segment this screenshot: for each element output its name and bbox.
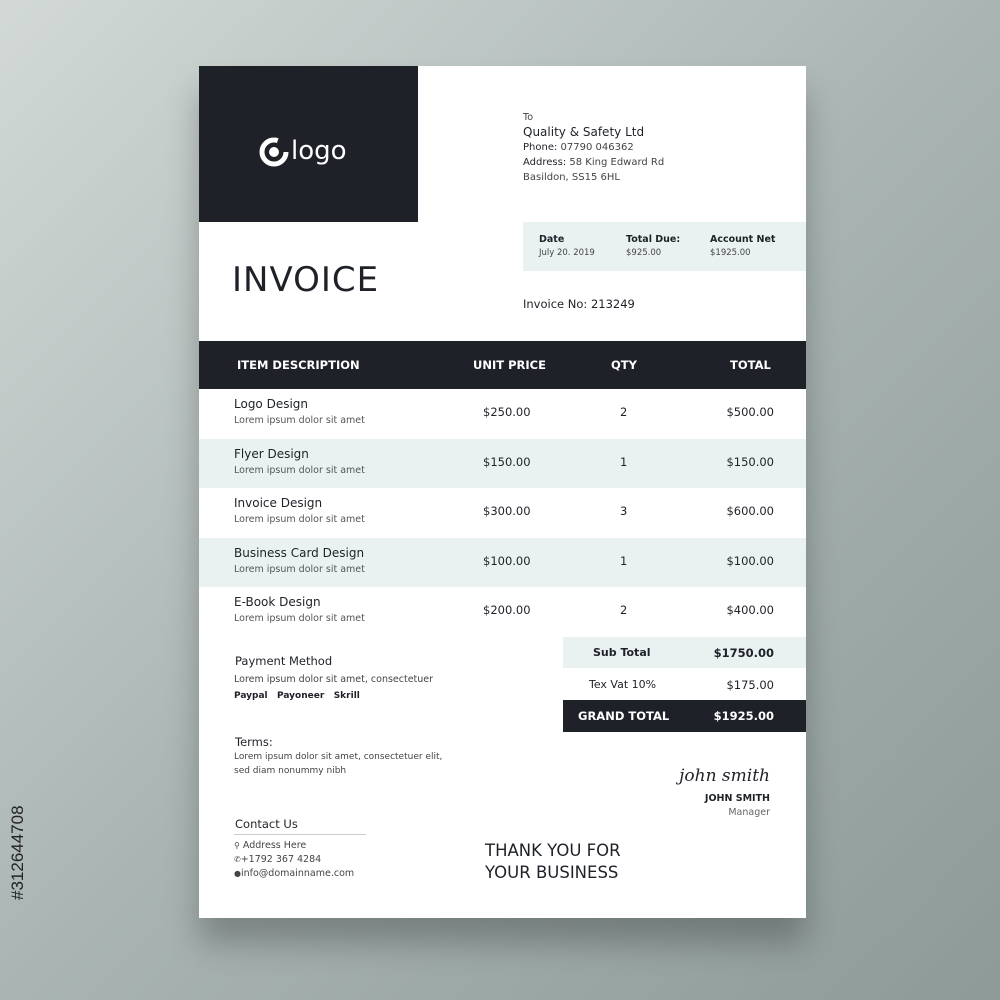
contact-title: Contact Us <box>235 817 298 831</box>
phone-icon: ✆ <box>234 855 241 864</box>
col-price: UNIT PRICE <box>473 358 546 372</box>
item-price: $250.00 <box>483 405 531 419</box>
item-price: $150.00 <box>483 454 531 469</box>
stock-id: #312644708 <box>8 805 27 900</box>
table-header <box>199 341 806 389</box>
subtotal-label: Sub Total <box>593 646 651 659</box>
item-qty: 1 <box>620 553 628 568</box>
vat-value: $175.00 <box>726 678 774 692</box>
invoice-no-label: Invoice No: <box>523 297 588 311</box>
item-price: $300.00 <box>483 504 531 518</box>
table-row <box>199 538 806 588</box>
item-qty: 1 <box>620 454 628 469</box>
item-qty: 3 <box>620 504 628 518</box>
payment-paypal: Paypal <box>234 691 268 701</box>
signer-name: JOHN SMITH <box>704 793 770 804</box>
net-label: Account Net <box>710 234 776 245</box>
thanks-line2: YOUR BUSINESS <box>485 863 619 882</box>
grand-total-label: GRAND TOTAL <box>578 709 670 723</box>
signature: john smith <box>679 766 770 786</box>
due-value: $925.00 <box>626 248 662 258</box>
payment-payoneer: Payoneer <box>277 691 325 701</box>
subtotal-row <box>563 637 806 668</box>
to-label: To <box>523 112 534 123</box>
item-desc: Lorem ipsum dolor sit amet <box>234 464 365 476</box>
table-row <box>199 439 806 489</box>
item-name: Flyer Design <box>234 446 309 461</box>
date-value: July 20. 2019 <box>539 248 595 258</box>
item-desc: Lorem ipsum dolor sit amet <box>234 415 365 426</box>
item-name: E-Book Design <box>234 595 321 609</box>
item-total: $100.00 <box>726 553 774 568</box>
recipient-company: Quality & Safety Ltd <box>523 125 645 139</box>
item-name: Invoice Design <box>234 496 323 510</box>
recipient-address2: Basildon, SS15 6HL <box>523 172 620 183</box>
invoice-page <box>199 66 806 918</box>
grand-total-value: $1925.00 <box>713 709 774 723</box>
item-price: $100.00 <box>483 553 531 568</box>
table-row <box>199 587 806 637</box>
terms-title: Terms: <box>235 735 273 749</box>
subtotal-value: $1750.00 <box>713 646 774 660</box>
date-label: Date <box>539 234 565 245</box>
item-total: $600.00 <box>726 504 774 518</box>
item-qty: 2 <box>620 405 628 419</box>
item-name: Logo Design <box>234 397 309 411</box>
col-qty: QTY <box>611 358 637 372</box>
payment-title: Payment Method <box>235 654 333 668</box>
col-total: TOTAL <box>730 358 771 372</box>
item-desc: Lorem ipsum dolor sit amet <box>234 563 365 575</box>
email-icon: ● <box>234 869 241 878</box>
recipient-address1: 58 King Edward Rd <box>569 157 665 168</box>
terms-line2: sed diam nonummy nibh <box>234 766 347 776</box>
vat-row <box>563 668 806 700</box>
logo-icon <box>258 136 290 168</box>
item-total: $500.00 <box>726 405 774 419</box>
payment-skrill: Skrill <box>333 691 360 701</box>
contact-phone: +1792 367 4284 <box>240 854 322 865</box>
invoice-title: INVOICE <box>232 260 380 300</box>
item-name: Business Card Design <box>234 545 365 560</box>
contact-address: Address Here <box>242 840 307 851</box>
invoice-no: 213249 <box>590 297 635 311</box>
grand-total-row <box>563 700 806 732</box>
recipient-phone: 07790 046362 <box>560 142 634 153</box>
payment-text: Lorem ipsum dolor sit amet, consectetuer <box>234 674 434 685</box>
contact-divider <box>234 834 366 835</box>
table-row <box>199 488 806 538</box>
table-row <box>199 389 806 439</box>
thank-you <box>485 840 621 884</box>
item-desc: Lorem ipsum dolor sit amet <box>234 613 365 624</box>
location-icon: ⚲ <box>234 841 240 850</box>
logo-block <box>199 66 418 222</box>
meta-box <box>523 222 806 271</box>
phone-label: Phone: <box>523 142 558 153</box>
terms-line1: Lorem ipsum dolor sit amet, consectetuer elit, <box>234 752 443 762</box>
logo-text: logo <box>291 136 347 166</box>
signer-role: Manager <box>728 807 770 818</box>
vat-label: Tex Vat 10% <box>589 678 657 691</box>
item-price: $200.00 <box>483 603 531 617</box>
item-desc: Lorem ipsum dolor sit amet <box>234 514 365 525</box>
item-total: $150.00 <box>726 454 774 469</box>
net-value: $1925.00 <box>710 248 751 258</box>
contact-email: info@domainname.com <box>240 868 355 879</box>
thanks-line1: THANK YOU FOR <box>485 841 621 860</box>
col-item: ITEM DESCRIPTION <box>237 358 360 372</box>
item-total: $400.00 <box>726 603 774 617</box>
address-label: Address: <box>523 157 567 168</box>
item-qty: 2 <box>620 603 628 617</box>
due-label: Total Due: <box>626 234 681 245</box>
